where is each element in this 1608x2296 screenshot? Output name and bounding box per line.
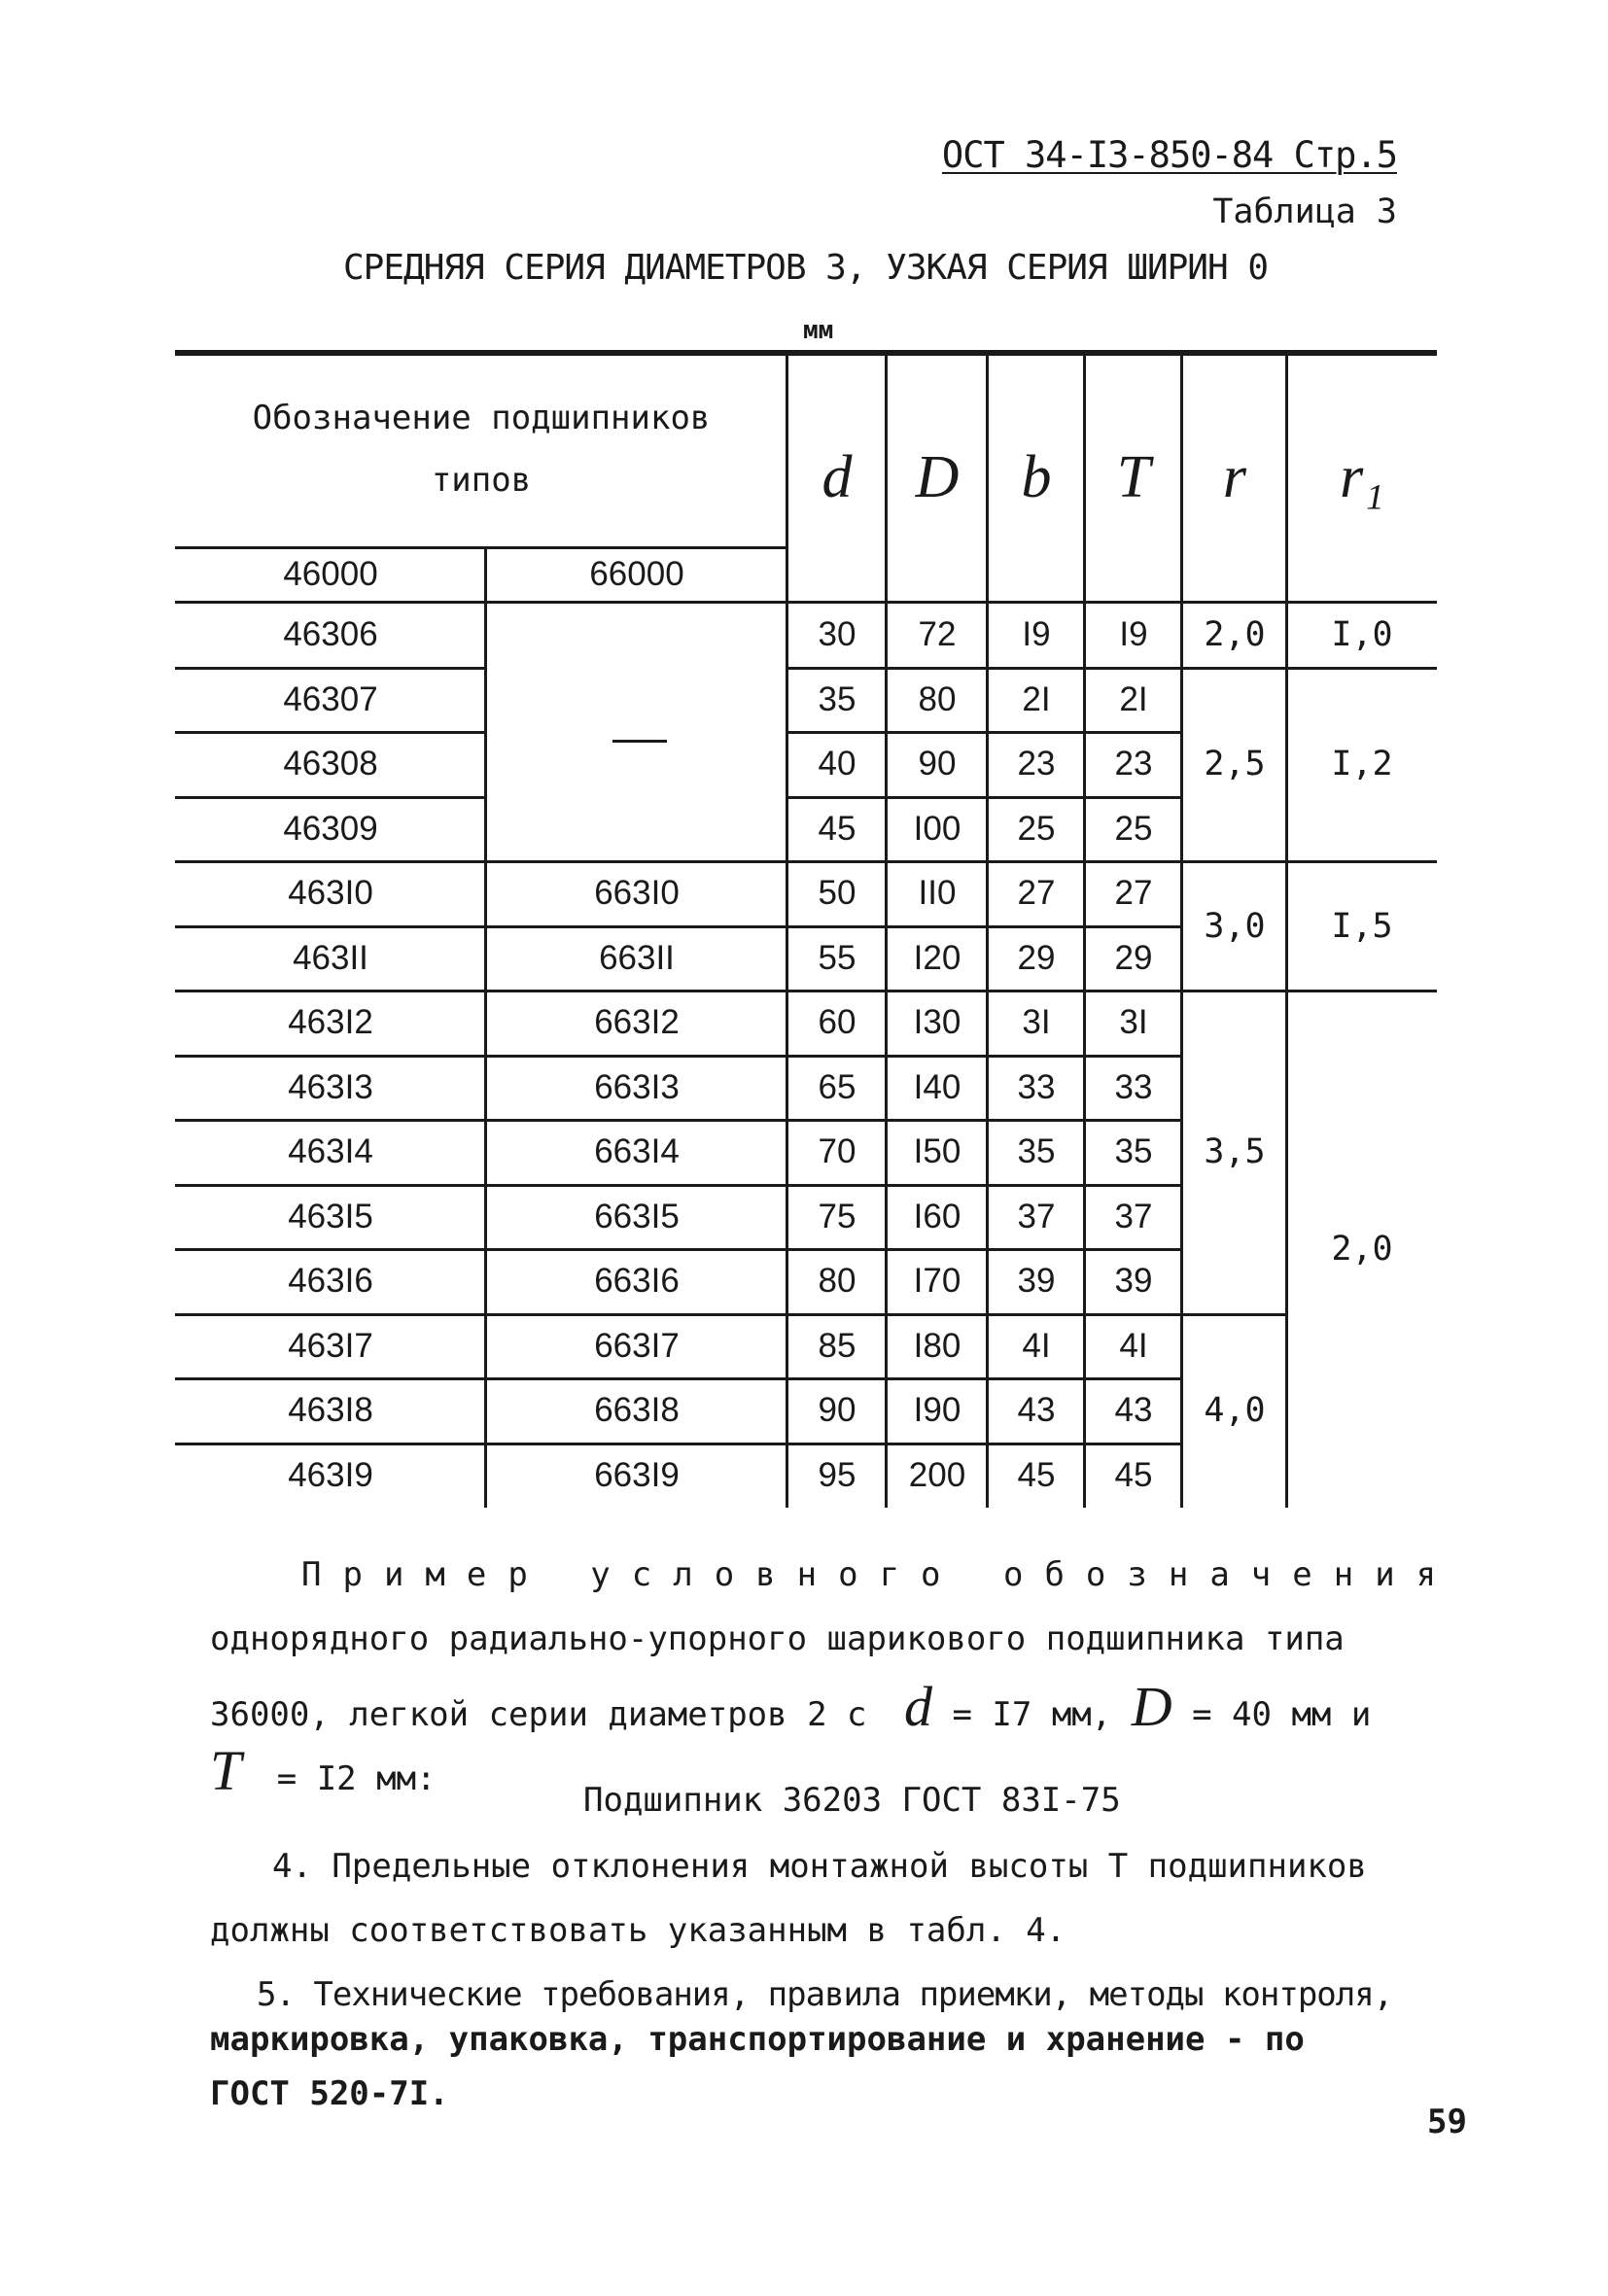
- cell-T: 25: [1114, 809, 1153, 848]
- col-header-r: r: [1222, 443, 1247, 510]
- cell-T: 3I: [1119, 1003, 1148, 1042]
- cell-d: 80: [818, 1262, 856, 1301]
- table-row: [175, 991, 1182, 1056]
- cell-type-46000: 463I2: [288, 1003, 373, 1042]
- cell-D: I50: [913, 1132, 961, 1171]
- cell-type-46000: 463I5: [288, 1197, 373, 1235]
- cell-D: 72: [918, 615, 957, 654]
- cell-T: 29: [1114, 938, 1153, 977]
- cell-type-66000: 663I3: [594, 1067, 680, 1106]
- type-46000: 46000: [283, 555, 378, 593]
- cell-T: 43: [1114, 1391, 1153, 1430]
- cell-T: 23: [1114, 745, 1153, 783]
- cell-type-46000: 463I7: [288, 1326, 373, 1365]
- cell-D: I60: [913, 1197, 961, 1235]
- cell-d: 90: [818, 1391, 856, 1430]
- cell-D: I20: [913, 938, 961, 977]
- example-symbol-D: D: [1131, 1675, 1172, 1738]
- paragraph-4-line1: 4. Предельные отклонения монтажной высоты T подшипников: [272, 1847, 1367, 1886]
- paragraph-5-line1: 5. Технические требования, правила приемки, методы контроля,: [257, 1975, 1393, 2014]
- table-row: [175, 1444, 1182, 1509]
- cell-d: 70: [818, 1132, 856, 1171]
- unit-label: мм: [803, 316, 834, 345]
- cell-r: 4,0: [1204, 1391, 1266, 1431]
- cell-type-66000: [486, 797, 787, 862]
- table-row: [175, 1185, 1182, 1250]
- cell-D: II0: [918, 874, 957, 913]
- cell-r: 2,5: [1204, 745, 1266, 784]
- cell-b: 2I: [1022, 679, 1051, 718]
- cell-T: 37: [1114, 1197, 1153, 1235]
- cell-r: 3,0: [1204, 906, 1266, 946]
- cell-b: 33: [1017, 1067, 1056, 1106]
- example-symbol-d: d: [904, 1675, 932, 1738]
- cell-d: 95: [818, 1455, 856, 1494]
- cell-type-46000: 463I9: [288, 1455, 373, 1494]
- table-row: [175, 1056, 1182, 1121]
- cell-type-46000: 463I3: [288, 1067, 373, 1106]
- designation-header-line1: Обозначение подшипников: [252, 399, 711, 437]
- table-number: Таблица 3: [1212, 192, 1397, 231]
- cell-b: 4I: [1022, 1326, 1051, 1365]
- cell-d: 35: [818, 679, 856, 718]
- example-heading: Пример условного обозначения: [301, 1555, 1458, 1594]
- example-line3-text: = I2 мм:: [276, 1759, 437, 1798]
- cell-d: 75: [818, 1197, 856, 1235]
- table-row: [175, 668, 1182, 733]
- example-line2: [210, 1674, 1371, 1739]
- cell-T: 33: [1114, 1067, 1153, 1106]
- cell-type-66000: 663I0: [594, 874, 680, 913]
- table-row: [175, 1314, 1182, 1379]
- example-symbol-T: T: [210, 1739, 242, 1802]
- cell-b: 23: [1017, 745, 1056, 783]
- col-header-D: D: [915, 443, 960, 510]
- cell-r1: I,0: [1331, 615, 1393, 655]
- designation-header: [175, 387, 787, 511]
- cell-D: I90: [913, 1391, 961, 1430]
- cell-b: 39: [1017, 1262, 1056, 1301]
- cell-b: 43: [1017, 1391, 1056, 1430]
- cell-type-66000: 663I9: [594, 1455, 680, 1494]
- cell-r1: 2,0: [1331, 1230, 1393, 1269]
- table-row: [175, 797, 1182, 862]
- col-header-T: T: [1116, 443, 1151, 510]
- cell-type-46000: 46307: [283, 679, 378, 718]
- cell-b: 25: [1017, 809, 1056, 848]
- cell-d: 65: [818, 1067, 856, 1106]
- page-number: 59: [1427, 2103, 1467, 2141]
- example-line2-c: = 40 мм и: [1192, 1695, 1372, 1734]
- cell-b: 27: [1017, 874, 1056, 913]
- cell-type-66000: 663I4: [594, 1132, 680, 1171]
- cell-type-46000: 463II: [293, 938, 368, 977]
- table-row: [175, 1378, 1182, 1444]
- designation-header-line2: типов: [431, 461, 532, 500]
- cell-type-66000: 663I6: [594, 1262, 680, 1301]
- paragraph-5-line2: маркировка, упаковка, транспортирование и хранение - по: [210, 2020, 1305, 2059]
- bearing-table: [175, 350, 1437, 1516]
- empty-cell-dash: [612, 740, 667, 743]
- cell-D: I40: [913, 1067, 961, 1106]
- cell-b: 35: [1017, 1132, 1056, 1171]
- cell-type-46000: 463I4: [288, 1132, 373, 1171]
- cell-D: 80: [918, 679, 957, 718]
- cell-d: 55: [818, 938, 856, 977]
- cell-r1: I,5: [1331, 906, 1393, 946]
- cell-type-66000: 663II: [599, 938, 675, 977]
- cell-d: 30: [818, 615, 856, 654]
- cell-b: 3I: [1022, 1003, 1051, 1042]
- cell-D: I30: [913, 1003, 961, 1042]
- cell-type-66000: 663I8: [594, 1391, 680, 1430]
- cell-type-66000: 663I2: [594, 1003, 680, 1042]
- cell-D: 200: [908, 1455, 966, 1494]
- cell-T: I9: [1119, 615, 1148, 654]
- cell-T: 45: [1114, 1455, 1153, 1494]
- table-row: [175, 1120, 1182, 1185]
- cell-r1: I,2: [1331, 745, 1393, 784]
- cell-D: I80: [913, 1326, 961, 1365]
- col-header-d: d: [821, 443, 853, 510]
- table-row: [175, 861, 1182, 926]
- cell-T: 4I: [1119, 1326, 1148, 1365]
- cell-type-66000: 663I5: [594, 1197, 680, 1235]
- cell-D: I70: [913, 1262, 961, 1301]
- cell-type-66000: [486, 603, 787, 668]
- col-header-b: b: [1021, 443, 1052, 510]
- cell-d: 45: [818, 809, 856, 848]
- cell-T: 35: [1114, 1132, 1153, 1171]
- cell-type-46000: 463I0: [288, 874, 373, 913]
- document-code: ОСТ 34-I3-850-84 Стр.5: [941, 134, 1397, 176]
- example-line2-b: = I7 мм,: [952, 1695, 1112, 1734]
- cell-T: 27: [1114, 874, 1153, 913]
- cell-T: 2I: [1119, 679, 1148, 718]
- type-66000: 66000: [589, 555, 684, 593]
- cell-d: 50: [818, 874, 856, 913]
- cell-r: 3,5: [1204, 1132, 1266, 1172]
- cell-d: 40: [818, 745, 856, 783]
- cell-type-46000: 463I8: [288, 1391, 373, 1430]
- cell-b: 37: [1017, 1197, 1056, 1235]
- example-line3: [210, 1738, 437, 1803]
- cell-D: I00: [913, 809, 961, 848]
- cell-type-66000: 663I7: [594, 1326, 680, 1365]
- table-row: [175, 732, 1182, 797]
- cell-type-46000: 463I6: [288, 1262, 373, 1301]
- cell-b: I9: [1022, 615, 1051, 654]
- cell-d: 60: [818, 1003, 856, 1042]
- cell-type-46000: 46309: [283, 809, 378, 848]
- cell-type-46000: 46306: [283, 615, 378, 654]
- example-line2-a: 36000, легкой серии диаметров 2 с: [210, 1695, 867, 1734]
- paragraph-5-line3: ГОСТ 520-7I.: [210, 2074, 449, 2113]
- example-designation: Подшипник 36203 ГОСТ 83I-75: [583, 1781, 1121, 1820]
- example-line1: однорядного радиально-упорного шарикового подшипника типа: [210, 1619, 1345, 1658]
- paragraph-4-line2: должны соответствовать указанным в табл. 4.: [210, 1911, 1066, 1950]
- table-row: [175, 926, 1182, 991]
- table-row: [175, 1249, 1182, 1314]
- table-row: [175, 603, 1182, 668]
- col-header-r1: r₁: [1340, 443, 1384, 510]
- cell-b: 29: [1017, 938, 1056, 977]
- cell-d: 85: [818, 1326, 856, 1365]
- cell-D: 90: [918, 745, 957, 783]
- table-title: СРЕДНЯЯ СЕРИЯ ДИАМЕТРОВ 3, УЗКАЯ СЕРИЯ ШИРИН 0: [343, 248, 1268, 288]
- cell-r: 2,0: [1204, 615, 1266, 655]
- cell-b: 45: [1017, 1455, 1056, 1494]
- cell-type-46000: 46308: [283, 745, 378, 783]
- cell-T: 39: [1114, 1262, 1153, 1301]
- cell-type-66000: [486, 668, 787, 733]
